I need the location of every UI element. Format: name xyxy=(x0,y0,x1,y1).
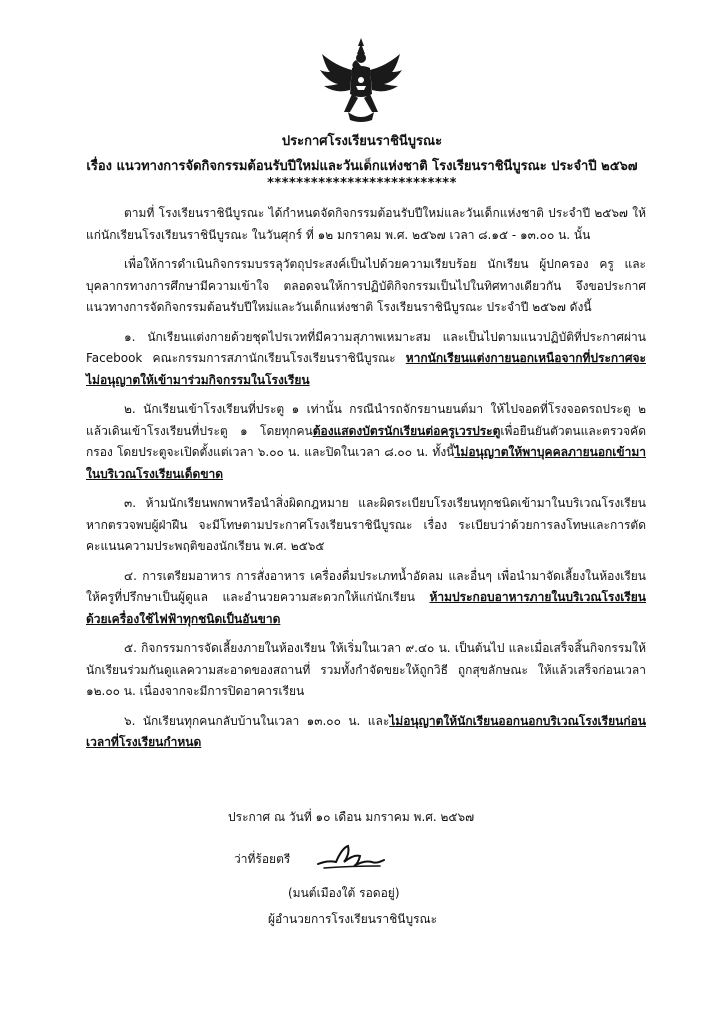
rule-6 xyxy=(86,711,646,754)
intro-paragraph-1: ตามที่ โรงเรียนราชินีบูรณะ ได้กำหนดจัดกิจกรรมต้อนรับปีใหม่และวันเด็กแห่งชาติ ประจำปี ๒๕๖๗ ให้แก่นักเรียนโรงเรียนราชินีบูรณะ ในวันศุกร์ ที่ ๑๒ มกราคม พ.ศ. ๒๕๖๗ เวลา ๘.๑๕ - ๑๓.๐๐ น. นั้น xyxy=(86,206,646,242)
document-body xyxy=(86,203,646,762)
intro-paragraph-2: เพื่อให้การดำเนินกิจกรรมบรรลุวัตถุประสงค์เป็นไปด้วยความเรียบร้อย นักเรียน ผู้ปกครอง ครู และบุคลากรทางการศึกษามีความเข้าใจ ตลอดจนให้การปฏิบัติกิจกรรมเป็นไปในทิศทางเดียวกัน จึงขอประกาศแนวทางการจัดกิจกรรมต้อนรับปีใหม่และวันเด็กแห่งชาติ โรงเรียนราชินีบูรณะ ประจำปี ๒๕๖๗ ดังนี้ xyxy=(86,257,646,314)
handwritten-signature xyxy=(314,840,388,874)
rule-1-emphasis: หากนักเรียนแต่งกายนอกเหนือจากที่ประกาศจะไม่อนุญาตให้เข้ามาร่วมกิจกรรมในโรงเรียน xyxy=(86,351,646,387)
rule-4 xyxy=(86,566,646,631)
rule-4-emphasis: ห้ามประกอบอาหารภายในบริเวณโรงเรียนด้วยเครื่องใช้ไฟฟ้าทุกชนิดเป็นอันขาด xyxy=(86,590,646,626)
rule-3 xyxy=(86,493,646,558)
rule-6-emphasis: ไม่อนุญาตให้นักเรียนออกนอกบริเวณโรงเรียนก่อนเวลาที่โรงเรียนกำหนด xyxy=(86,713,646,749)
signer-name: (มนต์เมืองใต้ รอดอยู่) xyxy=(288,886,400,900)
title-separator: ************************** xyxy=(267,176,457,191)
signer-rank: ว่าที่ร้อยตรี xyxy=(234,852,291,866)
garuda-emblem-icon xyxy=(318,36,404,124)
rule-2 xyxy=(86,399,646,485)
document-subject: เรื่อง แนวทางการจัดกิจกรรมต้อนรับปีใหม่และวันเด็กแห่งชาติ โรงเรียนราชินีบูรณะ ประจำปี ๒๕๖๗ xyxy=(86,159,638,174)
rule-4-text: ๔. การเตรียมอาหาร การสั่งอาหาร เครื่องดื่มประเภทน้ำอัดลม และอื่นๆ เพื่อนำมาจัดเลี้ยงในห้องเรียน ให้ครูที่ปรึกษาเป็นผู้ดูแล และอำนวยความสะดวกให้แก่นักเรียน xyxy=(86,568,646,604)
rule-3-text: ๓. ห้ามนักเรียนพกพาหรือนำสิ่งผิดกฎหมาย และผิดระเบียบโรงเรียนทุกชนิดเข้ามาในบริเวณโรงเรียน หากตรวจพบผู้ฝ่าฝืน จะมีโทษตามประกาศโรงเรียนราชินีบูรณะ เรื่อง ระเบียบว่าด้วยการลงโทษและการตัดคะแนนความประพฤติของนักเรียน พ.ศ. ๒๕๖๕ xyxy=(86,496,646,553)
rule-1-text: ๑. นักเรียนแต่งกายด้วยชุดไปรเวทที่มีความสุภาพเหมาะสม และเป็นไปตามแนวปฏิบัติที่ประกาศผ่าน Facebook คณะกรรมการสภานักเรียนโรงเรียนราชินีบูรณะ xyxy=(86,329,646,365)
rule-2-text-continued: เพื่อยืนยันตัวตนและตรวจคัดกรอง โดยประตูจะเปิดตั้งแต่เวลา ๖.๐๐ น. และปิดในเวลา ๘.๐๐ น. ทั้งนี้ xyxy=(86,423,646,459)
rule-6-text: ๖. นักเรียนทุกคนกลับบ้านในเวลา ๑๓.๐๐ น. และ xyxy=(124,713,390,728)
announcement-date: ประกาศ ณ วันที่ ๑๐ เดือน มกราคม พ.ศ. ๒๕๖๗ xyxy=(228,810,475,824)
rule-1 xyxy=(86,327,646,392)
rule-2-text: ๒. นักเรียนเข้าโรงเรียนที่ประตู ๑ เท่านั้น กรณีนำรถจักรยานยนต์มา ให้ไปจอดที่โรงจอดรถประตู ๒ แล้วเดินเข้าโรงเรียนที่ประตู ๑ โดยทุกคน xyxy=(86,402,646,438)
signer-position: ผู้อำนวยการโรงเรียนราชินีบูรณะ xyxy=(268,912,438,926)
rule-5 xyxy=(86,638,646,703)
document-title: ประกาศโรงเรียนราชินีบูรณะ xyxy=(281,134,443,149)
rule-2-emphasis-2: ไม่อนุญาตให้พาบุคคลภายนอกเข้ามาในบริเวณโรงเรียนเด็ดขาด xyxy=(86,445,646,481)
rule-2-emphasis: ต้องแสดงบัตรนักเรียนต่อครูเวรประตู xyxy=(312,423,501,438)
rule-5-text: ๕. กิจกรรมการจัดเลี้ยงภายในห้องเรียน ให้เริ่มในเวลา ๙.๔๐ น. เป็นต้นไป และเมื่อเสร็จสิ้นกิจกรรมให้นักเรียนร่วมกันดูแลความสะอาดของสถานที่ รวมทั้งกำจัดขยะให้ถูกวิธี ถูกสุขลักษณะ ให้แล้วเสร็จก่อนเวลา ๑๒.๐๐ น. เนื่องจากจะมีการปิดอาคารเรียน xyxy=(86,641,646,698)
